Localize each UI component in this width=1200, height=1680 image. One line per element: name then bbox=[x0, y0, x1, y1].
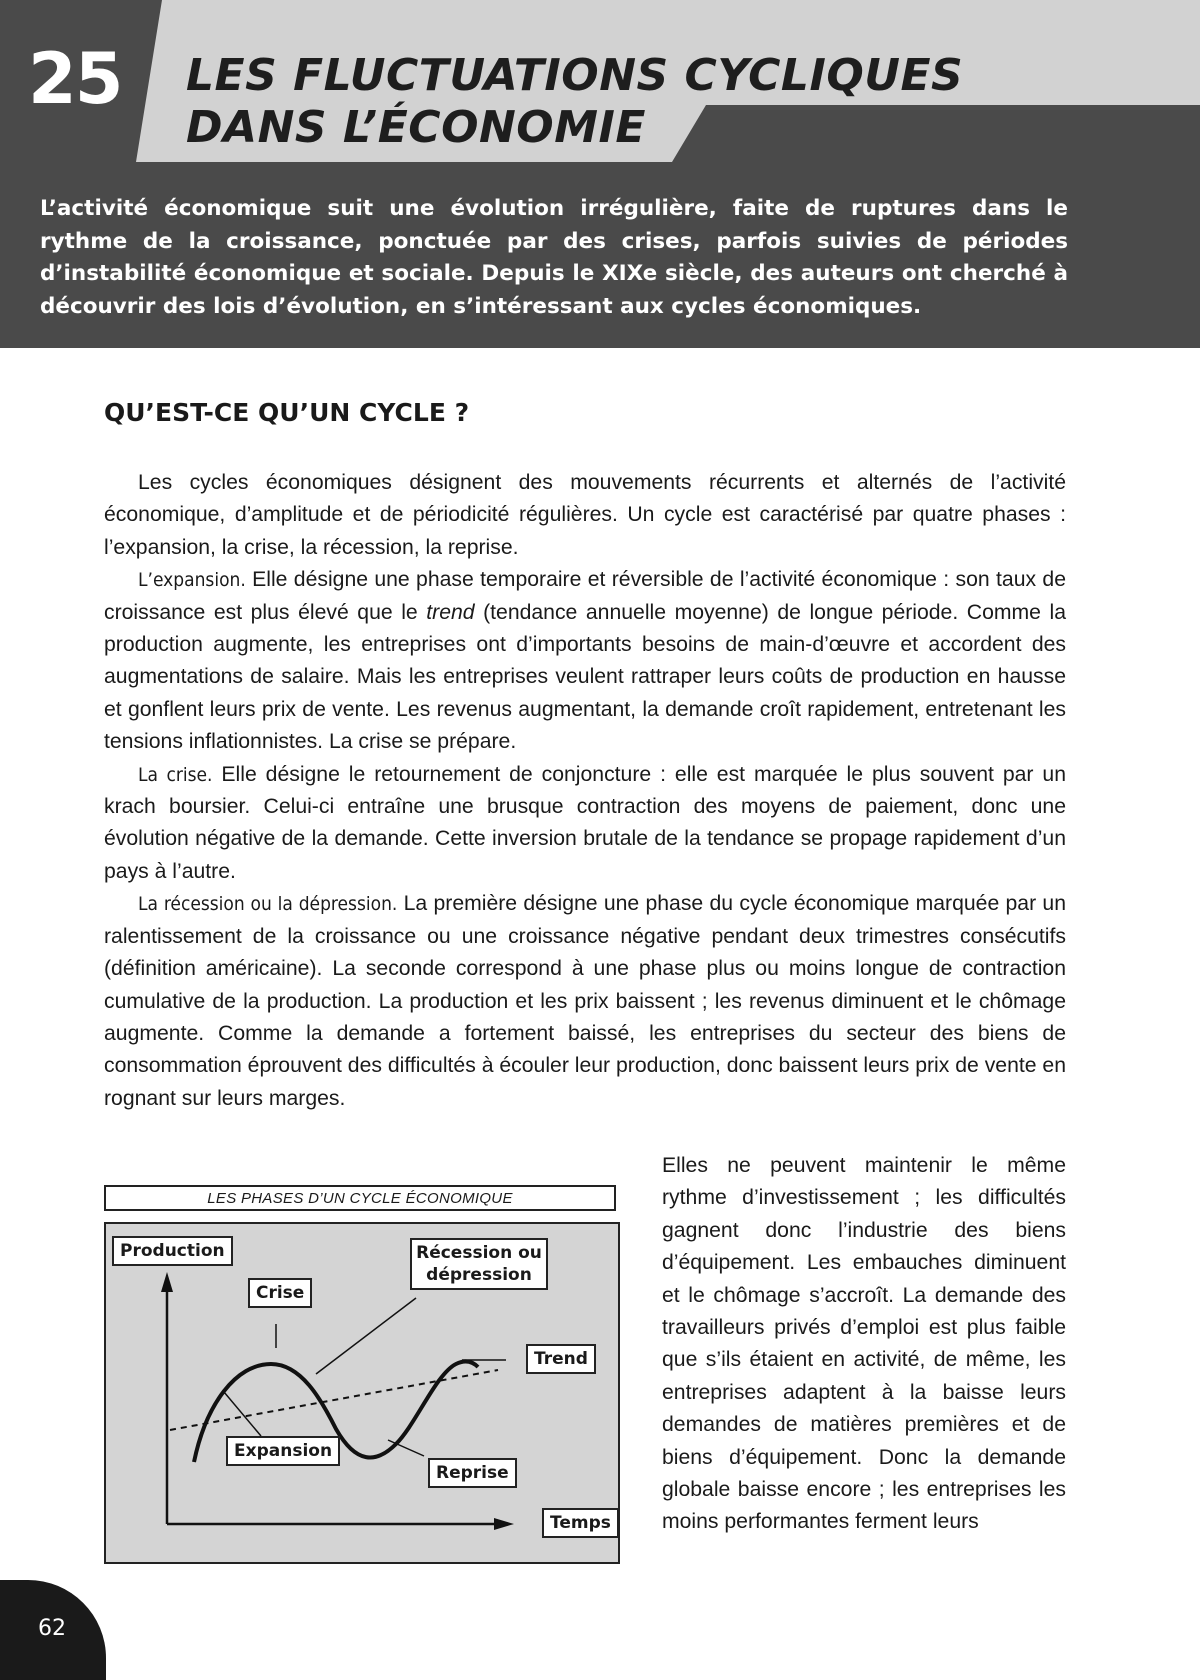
leader-recession bbox=[316, 1298, 416, 1374]
label-crise: Crise bbox=[248, 1278, 312, 1308]
term-crise: La crise. bbox=[138, 763, 213, 786]
paragraph-definition: Les cycles économiques désignent des mouvements récurrents et alternés de l’activité économique, d’amplitude et de périodicité régulières. Un cycle est caractérisé par quatre phases : l’expansion, la crise, la récession, la reprise. bbox=[104, 471, 1066, 559]
cycle-diagram bbox=[104, 1222, 620, 1564]
label-trend: Trend bbox=[526, 1344, 596, 1374]
chapter-title bbox=[186, 50, 1086, 154]
chapter-header bbox=[0, 0, 1200, 348]
term-recession: La récession ou la dépression. bbox=[138, 893, 398, 916]
label-reprise: Reprise bbox=[428, 1458, 517, 1488]
term-trend: trend bbox=[426, 600, 475, 624]
section-heading: QU’EST-CE QU’UN CYCLE ? bbox=[104, 398, 470, 427]
paragraph-expansion-text-a: Elle désigne une phase temporaire et réversible de l’activité économique : son taux de croissance est plus élevé que le bbox=[104, 568, 1066, 624]
leader-expansion bbox=[224, 1392, 261, 1436]
paragraph-continued: Elles ne peuvent maintenir le même rythme d’investissement ; les difficultés gagnent donc l’industrie des biens d’équipement. Les embauches diminuent et le chômage s’accroît. La demande des travailleurs privés d’emploi est plus faible que s’ils étaient en activité, de même, les entreprises adaptent à la baisse leurs demandes de matières premières et de biens d’équipement. Donc la demande globale baisse encore ; les entreprises les moins performantes ferment leurs bbox=[662, 1154, 1066, 1534]
body-text bbox=[104, 467, 1066, 1115]
label-recession bbox=[410, 1238, 548, 1290]
chapter-title-line-1: LES FLUCTUATIONS CYCLIQUES bbox=[186, 50, 964, 101]
x-axis-arrow bbox=[494, 1518, 514, 1530]
chapter-title-line-2: DANS L’ÉCONOMIE bbox=[186, 102, 646, 153]
label-temps: Temps bbox=[542, 1508, 619, 1538]
y-axis-arrow bbox=[161, 1272, 173, 1292]
paragraph-expansion bbox=[104, 564, 1066, 758]
label-recession-line-1: Récession ou bbox=[416, 1243, 542, 1263]
label-recession-line-2: dépression bbox=[426, 1265, 532, 1285]
paragraph-recession bbox=[104, 888, 1066, 1115]
intro-paragraph: L’activité économique suit une évolution irrégulière, faite de ruptures dans le rythme de la croissance, ponctuée par des crises, parfois suivies de périodes d’instabilité économique et sociale. Depuis le XIXe siècle, des auteurs ont cherché à découvrir des lois d’évolution, en s’intéressant aux cycles économiques. bbox=[40, 196, 1068, 319]
paragraph-crise-text: Elle désigne le retournement de conjoncture : elle est marquée le plus souvent par un krach boursier. Celui-ci entraîne une brusque contraction des moyens de paiement, donc une évolution négative de la demande. Cette inversion brutale de la tendance se propage rapidement d’un pays à l’autre. bbox=[104, 762, 1066, 883]
figure-caption: LES PHASES D’UN CYCLE ÉCONOMIQUE bbox=[104, 1185, 616, 1211]
page-number: 62 bbox=[38, 1616, 66, 1641]
label-production: Production bbox=[112, 1236, 233, 1266]
paragraph-crise bbox=[104, 759, 1066, 889]
paragraph-recession-text: La première désigne une phase du cycle économique marquée par un ralentissement de la croissance ou une croissance négative pendant deux trimestres consécutifs (définition américaine). La seconde correspond à une phase plus ou moins longue de contraction cumulative de la production. La production et les prix baissent ; les revenus diminuent et le chômage augmente. Comme la demande a fortement baissé, les entreprises du secteur des biens de consommation éprouvent des difficultés à écouler leur production, donc baissent leurs prix de vente en rognant sur leurs marges. bbox=[104, 892, 1066, 1110]
paragraph-expansion-text-b: (tendance annuelle moyenne) de longue période. Comme la production augmente, les entreprises ont d’importants besoins de main-d’œuvre et accordent des augmentations de salaire. Mais les entreprises veulent rattraper leurs coûts de production en hausse et gonflent leurs prix de vente. Les revenus augmentant, la demande croît rapidement, entretenant les tensions inflationnistes. La crise se prépare. bbox=[104, 600, 1066, 754]
term-expansion: L’expansion. bbox=[138, 569, 246, 592]
label-expansion: Expansion bbox=[226, 1436, 340, 1466]
chapter-number: 25 bbox=[28, 38, 122, 120]
